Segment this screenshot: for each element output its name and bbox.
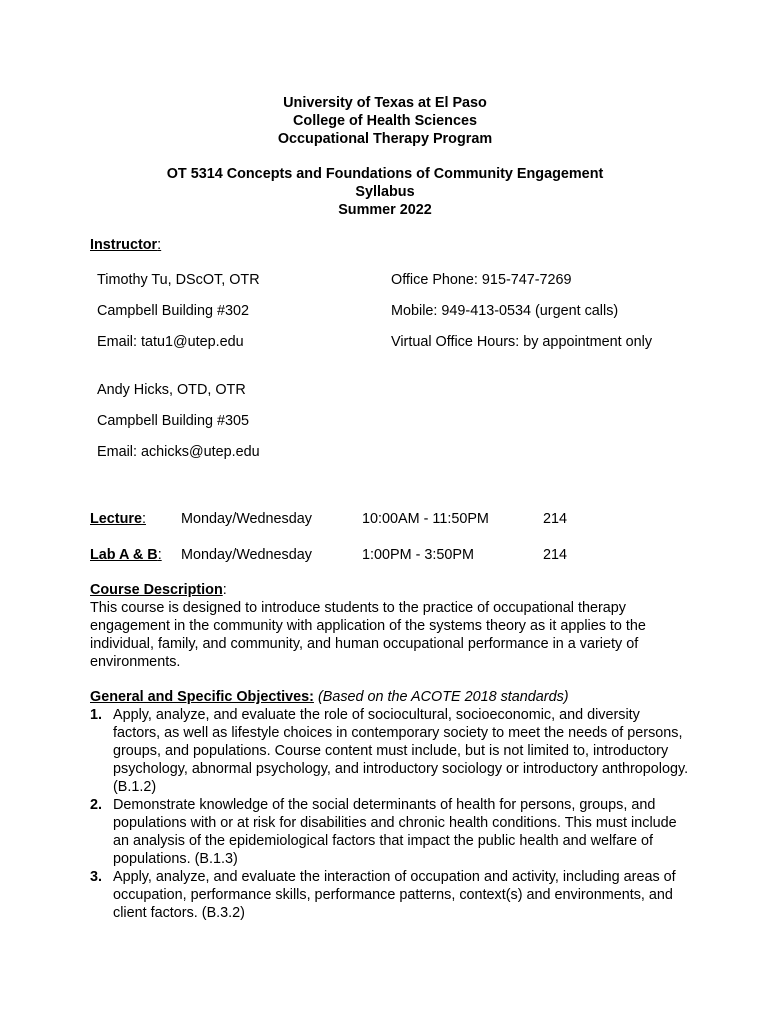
objective-item: 1. Apply, analyze, and evaluate the role of sociocultural, socioeconomic, and diversity factors, as well as lifestyle choices in contemporary society to meet the needs of persons, groups, and populations. Course content must include, but is not limited to, introductory psychology, abnormal psychology, and introductory sociology or introductory anthropology. (B.1.2) [90, 707, 689, 795]
objectives-note: (Based on the ACOTE 2018 standards) [317, 689, 569, 705]
lab-time: 1:00PM - 3:50PM [362, 547, 474, 563]
instructor-2-email: Email: achicks@utep.edu [97, 444, 260, 460]
instructor-heading [90, 236, 161, 254]
instructor-2-building: Campbell Building #305 [97, 413, 250, 429]
lecture-time: 10:00AM - 11:50PM [362, 511, 489, 527]
university-name: University of Texas at El Paso [283, 95, 487, 111]
course-description-heading: Course Description: [90, 582, 227, 598]
lecture-label: Lecture: [90, 511, 146, 527]
lecture-days: Monday/Wednesday [181, 511, 312, 527]
instructor-1-office-phone: Office Phone: 915-747-7269 [391, 272, 572, 288]
course-title: OT 5314 Concepts and Foundations of Community Engagement [166, 166, 604, 182]
instructor-1-name: Timothy Tu, DScOT, OTR [97, 272, 260, 288]
objectives-heading: General and Specific Objectives: (Based on the ACOTE 2018 standards) [90, 689, 569, 705]
objective-item: 2. Demonstrate knowledge of the social determinants of health for persons, groups, and populations with or at risk for disabilities and chronic health conditions. This must include an analysis of the epidemiological factors that impact the public health and welfare of populations. (B.1.3) [90, 797, 677, 867]
objectives-section [90, 688, 690, 922]
lab-days: Monday/Wednesday [181, 547, 312, 563]
instructor-2-name: Andy Hicks, OTD, OTR [97, 382, 246, 398]
course-description [90, 581, 685, 671]
instructor-1-office-hours: Virtual Office Hours: by appointment only [391, 334, 653, 350]
objective-item: 3. Apply, analyze, and evaluate the interaction of occupation and activity, including areas of occupation, performance skills, performance patterns, context(s) and environments, and client factors. (B.3.2) [90, 869, 676, 921]
course-description-text: This course is designed to introduce students to the practice of occupational therapy engagement in the community with application of the systems theory as it applies to the individual, family, and community, and human occupational performance in a variety of environments. [90, 600, 646, 670]
lecture-room: 214 [543, 511, 568, 527]
program-name: Occupational Therapy Program [277, 131, 493, 147]
course-header [0, 165, 770, 219]
college-name: College of Health Sciences [293, 113, 477, 129]
instructor-1-mobile: Mobile: 949-413-0534 (urgent calls) [391, 303, 619, 319]
objectives-list [90, 706, 690, 922]
term: Summer 2022 [338, 202, 432, 218]
document-type: Syllabus [355, 184, 415, 200]
instructor-1-email: Email: tatu1@utep.edu [97, 334, 244, 350]
instructor-colon: : [157, 237, 162, 253]
instructor-label: Instructor [90, 237, 158, 253]
institution-header [0, 94, 770, 148]
lab-label: Lab A & B: [90, 547, 162, 563]
lab-room: 214 [543, 547, 568, 563]
instructor-1-building: Campbell Building #302 [97, 303, 250, 319]
